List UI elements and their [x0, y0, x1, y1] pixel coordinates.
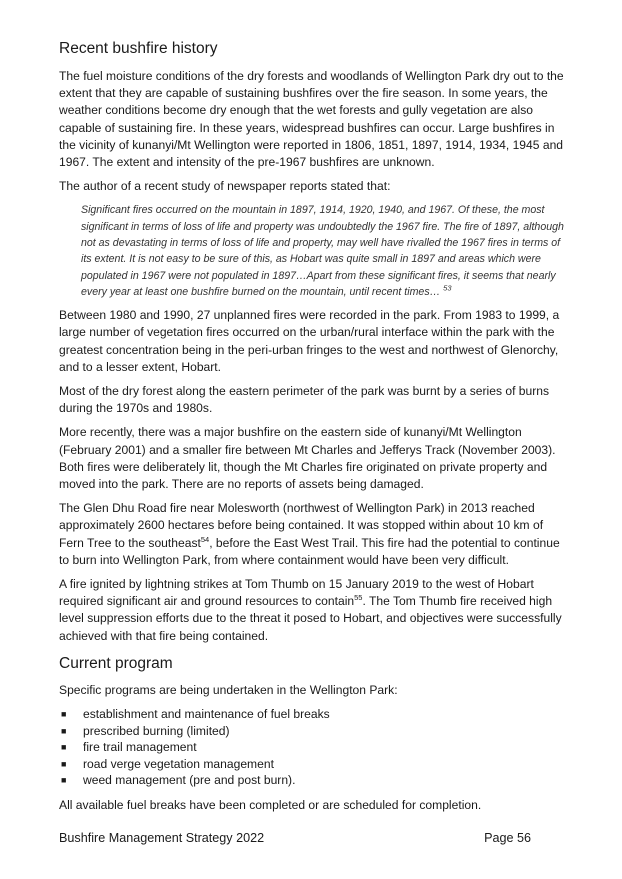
paragraph: Most of the dry forest along the eastern perimeter of the park was burnt by a series of burns during the 1970s and 1980s. [59, 384, 550, 416]
paragraph-text: , before the East West Trail. This fire had the potential to continue to burn into Wellington Park, from where containment would have been very difficult. [59, 535, 560, 567]
bullet-square-icon: ■ [61, 758, 67, 769]
footnote-ref: 54 [200, 534, 210, 544]
list-item [59, 723, 565, 740]
list-item [59, 756, 565, 773]
block-quote [81, 202, 565, 300]
paragraph: Between 1980 and 1990, 27 unplanned fires were recorded in the park. From 1983 to 1999, a large number of vegetation fires occurred on the urban/rural interface within the park with the greatest concentration being in the peri-urban fringes to the west and northwest of Glenorchy, and to a lesser extent, Hobart. [59, 308, 560, 374]
list-item [59, 772, 565, 789]
document-page [59, 40, 565, 821]
list-item-text: establishment and maintenance of fuel breaks [83, 707, 330, 722]
list-item-text: weed management (pre and post burn). [83, 773, 296, 788]
paragraph-text: A fire ignited by lightning strikes at Tom Thumb on 15 January 2019 to the west of Hobart required significant air and ground resources to contain [59, 577, 534, 609]
paragraph: The author of a recent study of newspaper reports stated that: [59, 179, 391, 194]
program-list [59, 706, 565, 789]
list-item [59, 706, 565, 723]
paragraph-text: . The Tom Thumb fire received high level suppression efforts due to the threat it posed to Hobart, and objectives were successfully achieved with that fire being contained. [59, 594, 562, 643]
footer-title: Bushfire Management Strategy 2022 [59, 831, 265, 845]
section-heading-current-program: Current program [59, 654, 173, 672]
list-item-text: prescribed burning (limited) [83, 723, 230, 738]
paragraph: More recently, there was a major bushfire on the eastern side of kunanyi/Mt Wellington (February 2001) and a smaller fire between Mt Charles and Jefferys Track (November 2003). Both fires were deliberately lit, though the Mt Charles fire originated on private property and moved into the park. There are no reports of assets being damaged. [59, 425, 556, 492]
bullet-square-icon: ■ [61, 725, 67, 736]
paragraph-text: The Glen Dhu Road fire near Molesworth (northwest of Wellington Park) in 2013 reached approximately 2600 hectares before being contained. It was stopped within about 10 km of Fern Tree to the southeast [59, 501, 544, 550]
quote-text: Significant fires occurred on the mountain in 1897, 1914, 1920, 1940, and 1967. Of these, the most significant in terms of loss of life and property was undoubtedly the 1967 fire. The fire of 1897, although not as devastating in terms of loss of life and property, may well have rivalled the 1967 fires in terms of its extent. It is not easy to be sure of this, as Hobart was quite small in 1897 and areas which were populated in 1967 were not populated in 1897…Apart from these significant fires, it seems that nearly every year at least one bushfire burned on the mountain, until recent times… [81, 204, 564, 298]
bullet-square-icon: ■ [61, 709, 67, 720]
footnote-ref: 55 [354, 593, 363, 603]
paragraph [59, 576, 565, 645]
list-item [59, 739, 565, 756]
paragraph: The fuel moisture conditions of the dry forests and woodlands of Wellington Park dry out to the extent that they are capable of sustaining bushfires over the fire season. In some years, the weather conditions become dry enough that the wet forests and gully vegetation are also capable of sustaining fire. In these years, widespread bushfires can occur. Large bushfires in the vicinity of kunanyi/Mt Wellington were reported in 1806, 1851, 1897, 1914, 1934, 1945 and 1967. The extent and intensity of the pre-1967 bushfires are unknown. [59, 69, 564, 170]
paragraph: Specific programs are being undertaken in the Wellington Park: [59, 682, 398, 697]
section-heading-recent-bushfire-history: Recent bushfire history [59, 40, 218, 57]
paragraph [59, 500, 565, 569]
page-footer [59, 831, 531, 845]
page-number: Page 56 [484, 831, 531, 845]
list-item-text: road verge vegetation management [83, 756, 274, 771]
list-item-text: fire trail management [83, 740, 197, 755]
bullet-square-icon: ■ [61, 742, 67, 753]
footnote-ref: 53 [443, 283, 452, 293]
bullet-square-icon: ■ [61, 775, 67, 786]
paragraph: All available fuel breaks have been completed or are scheduled for completion. [59, 798, 482, 813]
